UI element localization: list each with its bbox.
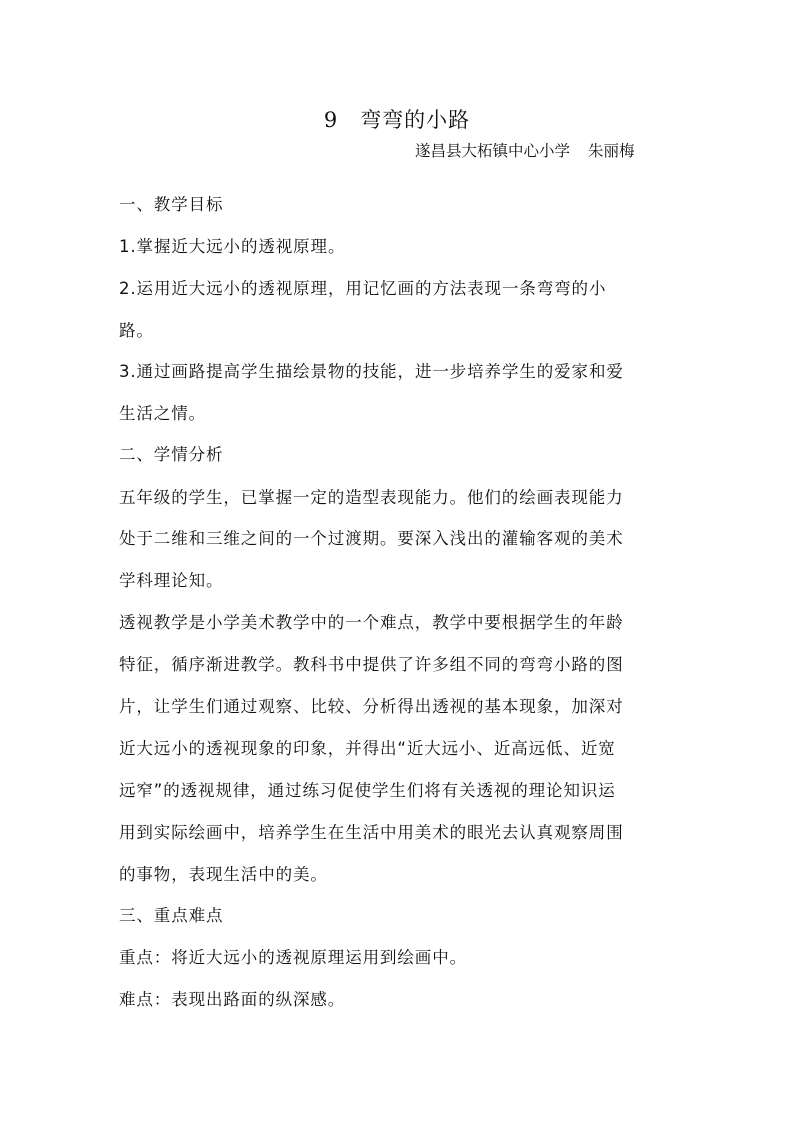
author-line: [415, 139, 635, 161]
author-school: 遂昌县大柘镇中心小学: [415, 142, 571, 160]
document-title: [0, 104, 794, 134]
author-name: 朱丽梅: [588, 142, 635, 160]
paragraph-line: 学科理论知。: [119, 571, 224, 590]
section-heading-key-points: 三、重点难点: [119, 906, 224, 925]
objective-3-cont: 生活之情。: [119, 404, 206, 423]
paragraph-line: 用到实际绘画中，培养学生在生活中用美术的眼光去认真观察周围: [119, 823, 624, 842]
paragraph-line: 近大远小的透视现象的印象，并得出“近大远小、近高远低、近宽: [119, 739, 616, 758]
paragraph-line: 特征，循序渐进教学。教科书中提供了许多组不同的弯弯小路的图: [119, 655, 624, 674]
objective-2-cont: 路。: [119, 321, 154, 340]
paragraph-line: 处于二维和三维之间的一个过渡期。要深入浅出的灌输客观的美术: [119, 529, 624, 548]
paragraph-line: 五年级的学生，已掌握一定的造型表现能力。他们的绘画表现能力: [119, 488, 624, 507]
key-point: 重点：将近大远小的透视原理运用到绘画中。: [119, 948, 467, 967]
objective-2: 2.运用近大远小的透视原理，用记忆画的方法表现一条弯弯的小: [119, 279, 607, 298]
paragraph-line: 的事物，表现生活中的美。: [119, 865, 328, 884]
paragraph-line: 片，让学生们通过观察、比较、分析得出透视的基本现象，加深对: [119, 697, 624, 716]
section-heading-analysis: 二、学情分析: [119, 445, 224, 464]
section-heading-objectives: 一、教学目标: [119, 195, 224, 214]
lesson-title: 弯弯的小路: [360, 108, 471, 132]
objective-1: 1.掌握近大远小的透视原理。: [119, 237, 346, 256]
paragraph-line: 透视教学是小学美术教学中的一个难点，教学中要根据学生的年龄: [119, 613, 624, 632]
paragraph-line: 远窄”的透视规律，通过练习促使学生们将有关透视的理论知识运: [119, 781, 616, 800]
objective-3: 3.通过画路提高学生描绘景物的技能，进一步培养学生的爱家和爱: [119, 362, 624, 381]
lesson-number: 9: [323, 108, 339, 132]
difficult-point: 难点：表现出路面的纵深感。: [119, 990, 346, 1009]
